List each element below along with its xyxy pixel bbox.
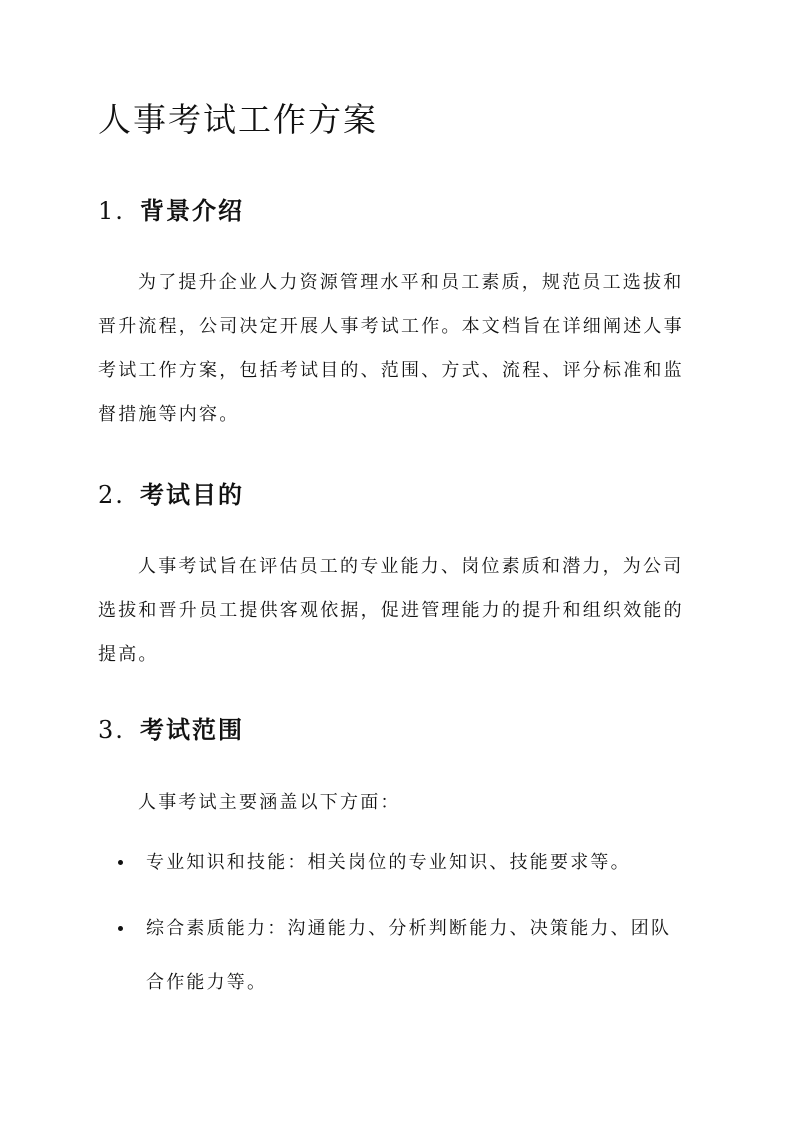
- paragraph-line: 人事考试旨在评估员工的专业能力、岗位素质和潜力，为公司: [138, 556, 684, 577]
- bullet-text: [118, 836, 698, 890]
- paragraph-line: 督措施等内容。: [98, 404, 240, 425]
- paragraph-line: 提高。: [98, 644, 159, 665]
- paragraph-line: 考试工作方案，包括考试目的、范围、方式、流程、评分标准和监: [98, 360, 684, 381]
- bullet-icon: [118, 860, 123, 865]
- section-title: 考试范围: [140, 715, 244, 744]
- section-heading-background: [98, 193, 244, 229]
- bullet-line: 综合素质能力：沟通能力、分析判断能力、决策能力、团队: [146, 918, 672, 939]
- list-item: [118, 836, 698, 890]
- section-heading-scope: [98, 712, 244, 748]
- bullet-text: [118, 902, 698, 1010]
- bullet-line: 专业知识和技能：相关岗位的专业知识、技能要求等。: [146, 852, 631, 873]
- section-title: 背景介绍: [140, 196, 244, 225]
- list-item: [118, 902, 698, 1010]
- document-title: 人事考试工作方案: [98, 100, 378, 139]
- section-title: 考试目的: [140, 480, 244, 509]
- section-number: 1.: [98, 197, 125, 225]
- section-number: 2.: [98, 481, 125, 509]
- section-paragraph-background: [98, 261, 698, 437]
- paragraph-line: 选拔和晋升员工提供客观依据，促进管理能力的提升和组织效能的: [98, 600, 684, 621]
- paragraph-line: 为了提升企业人力资源管理水平和员工素质，规范员工选拔和: [138, 272, 684, 293]
- bullet-line: 合作能力等。: [146, 972, 268, 993]
- paragraph-line: 晋升流程，公司决定开展人事考试工作。本文档旨在详细阐述人事: [98, 316, 684, 337]
- section-number: 3.: [98, 716, 125, 744]
- section-paragraph-purpose: [98, 545, 698, 677]
- section-heading-purpose: [98, 477, 244, 513]
- bullet-icon: [118, 926, 123, 931]
- scope-intro: 人事考试主要涵盖以下方面：: [138, 792, 401, 813]
